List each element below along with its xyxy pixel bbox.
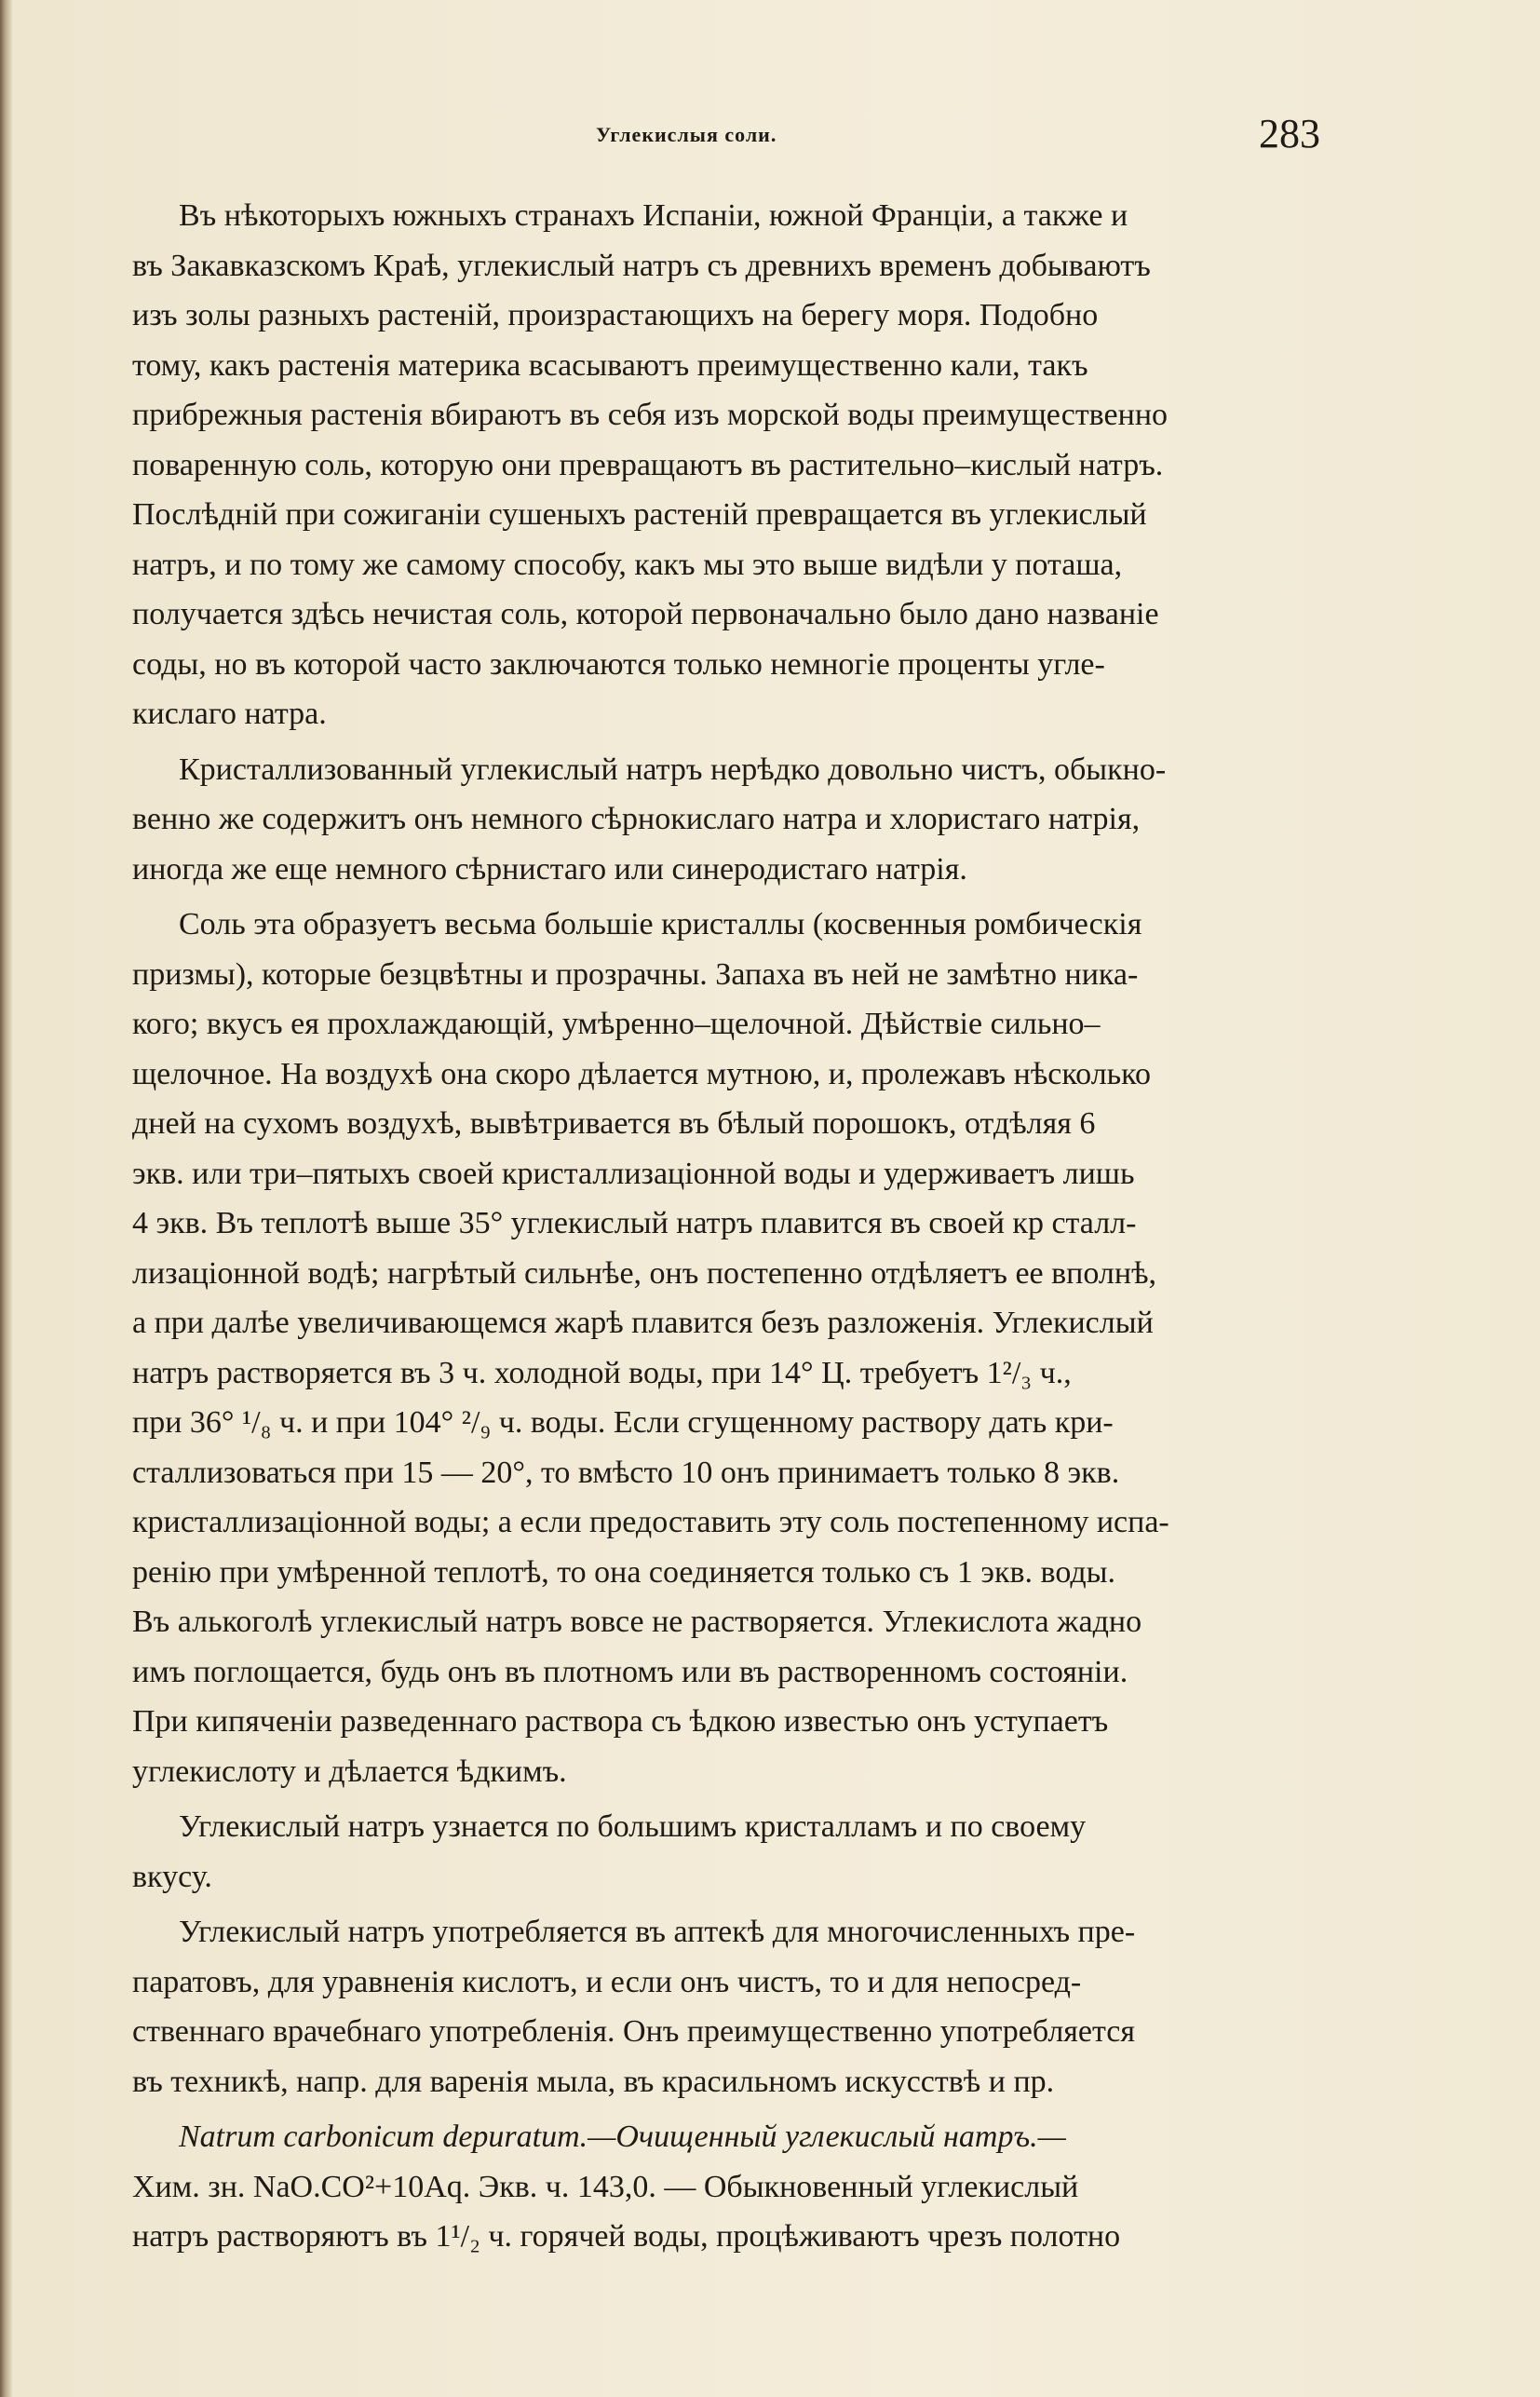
paragraph-3 xyxy=(132,900,1324,1796)
text-line: натръ, и по тому же самому способу, какъ мы это выше видѣли у поташа, xyxy=(132,547,1123,582)
text-line: Соль эта образуетъ весьма большіе кристаллы (косвенныя ромбическія xyxy=(179,907,1142,941)
text-line: Въ нѣкоторыхъ южныхъ странахъ Испаніи, южной Франціи, а также и xyxy=(179,198,1128,233)
paragraph-6 xyxy=(132,2112,1324,2262)
text-line: дней на сухомъ воздухѣ, вывѣтривается въ бѣлый порошокъ, отдѣляя 6 xyxy=(132,1106,1096,1141)
text-line: кого; вкусъ ея прохлаждающій, умѣренно–щелочной. Дѣйствіе сильно– xyxy=(132,1007,1101,1041)
paragraph-1 xyxy=(132,191,1324,739)
text-line: получается здѣсь нечистая соль, которой первоначально было дано названіе xyxy=(132,597,1159,631)
text-line: въ Закавказскомъ Краѣ, углекислый натръ съ древнихъ временъ добываютъ xyxy=(132,248,1151,283)
text-line: 4 экв. Въ теплотѣ выше 35° углекислый натръ плавится въ своей кр сталл- xyxy=(132,1206,1137,1240)
text-line: паратовъ, для уравненія кислотъ, и если онъ чистъ, то и для непосред- xyxy=(132,1964,1082,1999)
paragraph-2 xyxy=(132,745,1324,895)
text-line: натръ растворяютъ въ 1¹/₂ ч. горячей воды, процѣживаютъ чрезъ полотно xyxy=(132,2219,1121,2254)
text-line: кристаллизаціонной воды; а если предоставить эту соль постепенному испа- xyxy=(132,1505,1169,1539)
text-line: тому, какъ растенія материка всасываютъ преимущественно кали, такъ xyxy=(132,347,1088,383)
paragraph-4 xyxy=(132,1802,1324,1902)
text-line: углекислоту и дѣлается ѣдкимъ. xyxy=(132,1754,567,1789)
text-line: щелочное. На воздухѣ она скоро дѣлается мутною, и, пролежавъ нѣсколько xyxy=(132,1056,1151,1091)
text-line: Углекислый натръ узнается по большимъ кристалламъ и по своему xyxy=(179,1809,1087,1844)
text-line: ственнаго врачебнаго употребленія. Онъ преимущественно употребляется xyxy=(132,2014,1136,2049)
running-title: Углекислыя соли. xyxy=(596,123,777,146)
text-line: а при далѣе увеличивающемся жарѣ плавится безъ разложенія. Углекислый xyxy=(132,1306,1154,1340)
text-line: Послѣдній при сожиганіи сушеныхъ растеній превращается въ углекислый xyxy=(132,497,1147,532)
paragraph-5 xyxy=(132,1907,1324,2106)
text-line: Хим. зн. NaO.CO²+10Aq. Экв. ч. 143,0. — Обыкновенный углекислый xyxy=(132,2169,1079,2204)
text-line: ренію при умѣренной теплотѣ, то она соединяется только съ 1 экв. воды. xyxy=(132,1554,1116,1590)
text-line: вкусу. xyxy=(132,1859,212,1894)
text-line: призмы), которые безцвѣтны и прозрачны. Запаха въ ней не замѣтно ника- xyxy=(132,956,1139,992)
text-line: сталлизоваться при 15 — 20°, то вмѣсто 10 онъ принимаетъ только 8 экв. xyxy=(132,1455,1120,1490)
text-line: экв. или три–пятыхъ своей кристаллизаціонной воды и удерживаетъ лишь xyxy=(132,1156,1135,1191)
text-line: изъ золы разныхъ растеній, произрастающихъ на берегу моря. Подобно xyxy=(132,298,1099,332)
text-line: соды, но въ которой часто заключаются только немногіе проценты угле- xyxy=(132,646,1105,682)
text-line: Въ алькоголѣ углекислый натръ вовсе не растворяется. Углекислота жадно xyxy=(132,1605,1142,1639)
page-number: 283 xyxy=(1259,111,1320,156)
running-head xyxy=(0,110,1540,166)
text-line: поваренную соль, которую они превращаютъ въ растительно–кислый натръ. xyxy=(132,447,1164,482)
text-line: венно же содержитъ онъ немного сѣрнокислаго натра и хлористаго натрія, xyxy=(132,802,1141,836)
text-line: Углекислый натръ употребляется въ аптекѣ для многочисленныхъ пре- xyxy=(179,1915,1136,1949)
text-line: Кристаллизованный углекислый натръ нерѣдко довольно чистъ, обыкно- xyxy=(179,752,1167,787)
text-line: натръ растворяется въ 3 ч. холодной воды, при 14° Ц. требуетъ 1²/₃ ч., xyxy=(132,1355,1072,1390)
text-line: лизаціонной водѣ; нагрѣтый сильнѣе, онъ постепенно отдѣляетъ ее вполнѣ, xyxy=(132,1255,1157,1291)
text-line: при 36° ¹/₈ ч. и при 104° ²/₉ ч. воды. Если сгущенному раствору дать кри- xyxy=(132,1405,1114,1440)
text-line: имъ поглощается, будь онъ въ плотномъ или въ растворенномъ состояніи. xyxy=(132,1654,1128,1689)
text-line: кислаго натра. xyxy=(132,697,327,731)
page-body xyxy=(132,191,1324,2268)
text-line: иногда же еще немного сѣрнистаго или синеродистаго натрія. xyxy=(132,851,967,887)
text-line: въ техникѣ, напр. для варенія мыла, въ красильномъ искусствѣ и пр. xyxy=(132,2064,1055,2099)
text-line: При кипяченіи разведеннаго раствора съ ѣдкою известью онъ уступаетъ xyxy=(132,1704,1109,1739)
section-heading: Natrum carbonicum depuratum.—Очищенный углекислый натръ.— xyxy=(179,2119,1066,2154)
text-line: прибрежныя растенія вбираютъ въ себя изъ морской воды преимущественно xyxy=(132,398,1169,432)
